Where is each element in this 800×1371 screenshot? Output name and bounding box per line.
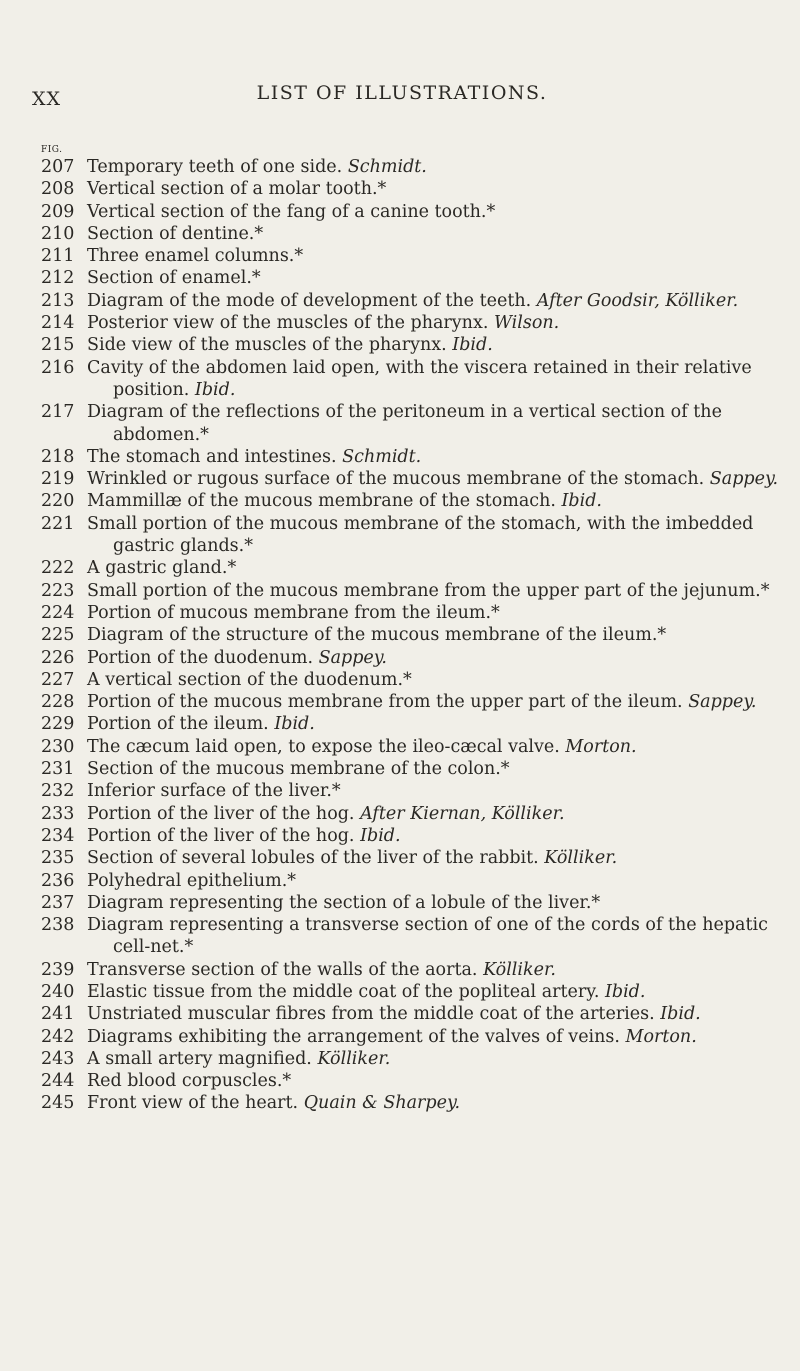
caption-text: Three enamel columns.*: [87, 246, 304, 267]
caption-text: Mammillæ of the mucous membrane of the stomach.: [87, 491, 556, 512]
caption-text: Portion of the mucous membrane from the upper part of the ileum.: [87, 692, 683, 713]
figure-caption: [87, 1026, 781, 1048]
figure-number: 239: [41, 959, 75, 980]
list-item: [41, 401, 781, 446]
caption-text: Diagrams exhibiting the arrangement of the valves of veins.: [87, 1026, 620, 1047]
figure-number: 242: [41, 1026, 75, 1047]
figure-caption: [87, 1048, 781, 1070]
list-item: [41, 490, 781, 512]
figure-caption: [87, 334, 781, 356]
figure-number: 225: [41, 625, 75, 646]
figure-caption: [87, 267, 781, 289]
caption-text: Elastic tissue from the middle coat of the popliteal artery.: [87, 981, 600, 1002]
list-item: [41, 914, 781, 959]
list-item: [41, 1048, 781, 1070]
list-item: [41, 223, 781, 245]
figure-caption: [87, 223, 781, 245]
figure-number: 216: [41, 357, 75, 378]
figure-number: 230: [41, 736, 75, 757]
caption-text: Vertical section of the fang of a canine tooth.*: [87, 201, 496, 222]
list-item: [41, 1003, 781, 1025]
page-header: [32, 82, 772, 112]
figure-caption: [87, 156, 781, 178]
caption-author: Morton.: [625, 1026, 697, 1047]
caption-author: Schmidt.: [347, 157, 427, 177]
caption-text: Diagram representing the section of a lobule of the liver.*: [87, 892, 601, 913]
figure-caption: [87, 959, 781, 981]
figure-number: 211: [41, 246, 75, 267]
figure-number: 221: [41, 513, 75, 534]
figure-caption: [87, 312, 781, 334]
caption-author: Kölliker.: [317, 1048, 391, 1069]
figure-caption: [87, 736, 781, 758]
figure-caption: [87, 870, 781, 892]
figure-caption: [87, 580, 781, 602]
list-item: [41, 691, 781, 713]
caption-author: Schmidt.: [342, 446, 422, 467]
figure-number: 224: [41, 602, 75, 623]
caption-author: Ibid.: [360, 825, 401, 846]
illustration-list: [41, 156, 781, 1115]
figure-caption: [87, 1003, 781, 1025]
caption-text: Wrinkled or rugous surface of the mucous membrane of the stomach.: [87, 469, 705, 490]
figure-number: 208: [41, 179, 75, 200]
figure-number: 232: [41, 781, 75, 802]
figure-number: 235: [41, 848, 75, 869]
figure-caption: [87, 201, 781, 223]
figure-number: 223: [41, 580, 75, 601]
caption-author: Ibid.: [604, 981, 646, 1002]
list-item: [41, 1026, 781, 1048]
list-item: [41, 1070, 781, 1092]
figure-caption: [87, 468, 781, 490]
caption-text: Side view of the muscles of the pharynx.: [87, 335, 447, 356]
fig-column-label: FIG.: [41, 145, 63, 155]
list-item: [41, 959, 781, 981]
figure-number: 233: [41, 803, 75, 824]
caption-author: Ibid.: [452, 335, 493, 356]
figure-caption: [87, 803, 781, 825]
figure-caption: [87, 758, 781, 780]
figure-number: 229: [41, 714, 75, 735]
caption-author: After Kiernan, Kölliker.: [360, 803, 565, 824]
figure-number: 210: [41, 223, 75, 244]
figure-number: 212: [41, 268, 75, 289]
list-item: [41, 334, 781, 356]
figure-number: 227: [41, 669, 75, 690]
list-item: [41, 468, 781, 490]
caption-author: Morton.: [565, 736, 637, 757]
caption-text: Portion of the liver of the hog.: [87, 803, 355, 824]
figure-number: 228: [41, 692, 75, 713]
figure-caption: [87, 513, 781, 558]
caption-text: Section of enamel.*: [87, 268, 261, 289]
caption-text: Cavity of the abdomen laid open, with the viscera retained in their relative position.: [87, 357, 752, 400]
figure-caption: [87, 780, 781, 802]
figure-number: 214: [41, 313, 75, 334]
caption-author: Ibid.: [561, 491, 602, 512]
list-item: [41, 825, 781, 847]
list-item: [41, 803, 781, 825]
caption-text: A small artery magnified.: [87, 1048, 312, 1069]
caption-text: Diagram representing a transverse section of one of the cords of the hepatic cell-net.*: [87, 915, 768, 958]
figure-number: 220: [41, 491, 75, 512]
caption-text: The cæcum laid open, to expose the ileo-cæcal valve.: [87, 736, 560, 757]
list-item: [41, 892, 781, 914]
caption-author: Kölliker.: [483, 959, 556, 980]
caption-text: Front view of the heart.: [87, 1093, 299, 1114]
caption-author: Ibid.: [194, 379, 236, 400]
caption-text: Transverse section of the walls of the aorta.: [87, 959, 478, 980]
figure-caption: [87, 245, 781, 267]
figure-number: 217: [41, 402, 75, 423]
caption-text: Vertical section of a molar tooth.*: [87, 179, 387, 200]
caption-author: Ibid.: [274, 714, 315, 735]
list-item: [41, 513, 781, 558]
figure-number: 215: [41, 335, 75, 356]
caption-text: Portion of the liver of the hog.: [87, 825, 355, 846]
caption-author: Ibid.: [660, 1004, 701, 1025]
figure-number: 237: [41, 892, 75, 913]
figure-number: 222: [41, 558, 75, 579]
caption-text: Red blood corpuscles.*: [87, 1071, 292, 1092]
caption-author: After Goodsir, Kölliker.: [536, 290, 739, 311]
figure-number: 209: [41, 201, 75, 222]
figure-caption: [87, 981, 781, 1003]
figure-caption: [87, 357, 781, 402]
caption-author: Kölliker.: [544, 848, 618, 869]
list-item: [41, 245, 781, 267]
list-item: [41, 446, 781, 468]
figure-number: 240: [41, 981, 75, 1002]
caption-text: Diagram of the reflections of the peritoneum in a vertical section of the abdomen.*: [87, 402, 722, 445]
list-item: [41, 981, 781, 1003]
figure-caption: [87, 669, 781, 691]
figure-number: 241: [41, 1004, 75, 1025]
list-item: [41, 736, 781, 758]
caption-text: Diagram of the mode of development of the teeth.: [87, 290, 532, 311]
caption-text: A gastric gland.*: [87, 558, 237, 579]
caption-text: Portion of the duodenum.: [87, 647, 314, 668]
list-item: [41, 624, 781, 646]
figure-caption: [87, 713, 781, 735]
caption-text: Section of several lobules of the liver of the rabbit.: [87, 848, 539, 869]
figure-number: 213: [41, 290, 75, 311]
caption-text: Portion of the ileum.: [87, 714, 269, 735]
figure-caption: [87, 1092, 781, 1114]
figure-number: 236: [41, 870, 75, 891]
list-item: [41, 312, 781, 334]
figure-caption: [87, 602, 781, 624]
figure-number: 243: [41, 1048, 75, 1069]
list-item: [41, 647, 781, 669]
page-number: XX: [32, 88, 62, 110]
caption-text: A vertical section of the duodenum.*: [87, 669, 412, 690]
caption-text: Unstriated muscular fibres from the middle coat of the arteries.: [87, 1004, 655, 1025]
figure-caption: [87, 1070, 781, 1092]
caption-text: Diagram of the structure of the mucous membrane of the ileum.*: [87, 625, 667, 646]
list-item: [41, 669, 781, 691]
caption-text: Inferior surface of the liver.*: [87, 781, 341, 802]
list-item: [41, 580, 781, 602]
caption-text: Small portion of the mucous membrane from the upper part of the jejunum.*: [87, 580, 770, 601]
caption-author: Wilson.: [493, 313, 560, 334]
caption-text: Portion of mucous membrane from the ileum.*: [87, 602, 500, 623]
caption-text: The stomach and intestines.: [87, 446, 337, 467]
list-item: [41, 201, 781, 223]
figure-caption: [87, 557, 781, 579]
figure-number: 234: [41, 825, 75, 846]
list-item: [41, 267, 781, 289]
figure-number: 207: [41, 157, 75, 177]
list-item: [41, 758, 781, 780]
list-item: [41, 780, 781, 802]
figure-caption: [87, 624, 781, 646]
caption-text: Small portion of the mucous membrane of the stomach, with the imbedded gastric glands.*: [87, 513, 754, 557]
list-item: [41, 847, 781, 869]
list-item: [41, 713, 781, 735]
figure-caption: [87, 892, 781, 914]
caption-text: Section of dentine.*: [87, 223, 264, 244]
figure-caption: [87, 647, 781, 669]
caption-author: Sappey.: [709, 469, 779, 490]
list-item: [41, 357, 781, 402]
running-title: LIST OF ILLUSTRATIONS.: [256, 82, 548, 104]
figure-caption: [87, 446, 781, 468]
list-item: [41, 178, 781, 200]
figure-caption: [87, 691, 781, 713]
figure-caption: [87, 825, 781, 847]
caption-author: Sappey.: [318, 647, 387, 668]
figure-caption: [87, 290, 781, 312]
caption-author: Sappey.: [688, 692, 757, 713]
caption-text: Section of the mucous membrane of the colon.*: [87, 759, 510, 780]
caption-text: Posterior view of the muscles of the pharynx.: [87, 313, 489, 334]
list-item: [41, 602, 781, 624]
figure-number: 245: [41, 1093, 75, 1114]
list-item: [41, 290, 781, 312]
figure-number: 231: [41, 759, 75, 780]
list-item: [41, 1092, 781, 1114]
figure-number: 219: [41, 469, 75, 490]
caption-text: Temporary teeth of one side.: [87, 157, 343, 177]
figure-number: 218: [41, 446, 75, 467]
figure-caption: [87, 178, 781, 200]
figure-number: 226: [41, 647, 75, 668]
figure-caption: [87, 914, 781, 959]
caption-text: Polyhedral epithelium.*: [87, 870, 297, 891]
figure-caption: [87, 490, 781, 512]
figure-caption: [87, 401, 781, 446]
figure-number: 238: [41, 915, 75, 936]
caption-author: Quain & Sharpey.: [303, 1093, 461, 1114]
list-item: [41, 156, 781, 178]
list-item: [41, 870, 781, 892]
figure-caption: [87, 847, 781, 869]
figure-number: 244: [41, 1071, 75, 1092]
list-item: [41, 557, 781, 579]
